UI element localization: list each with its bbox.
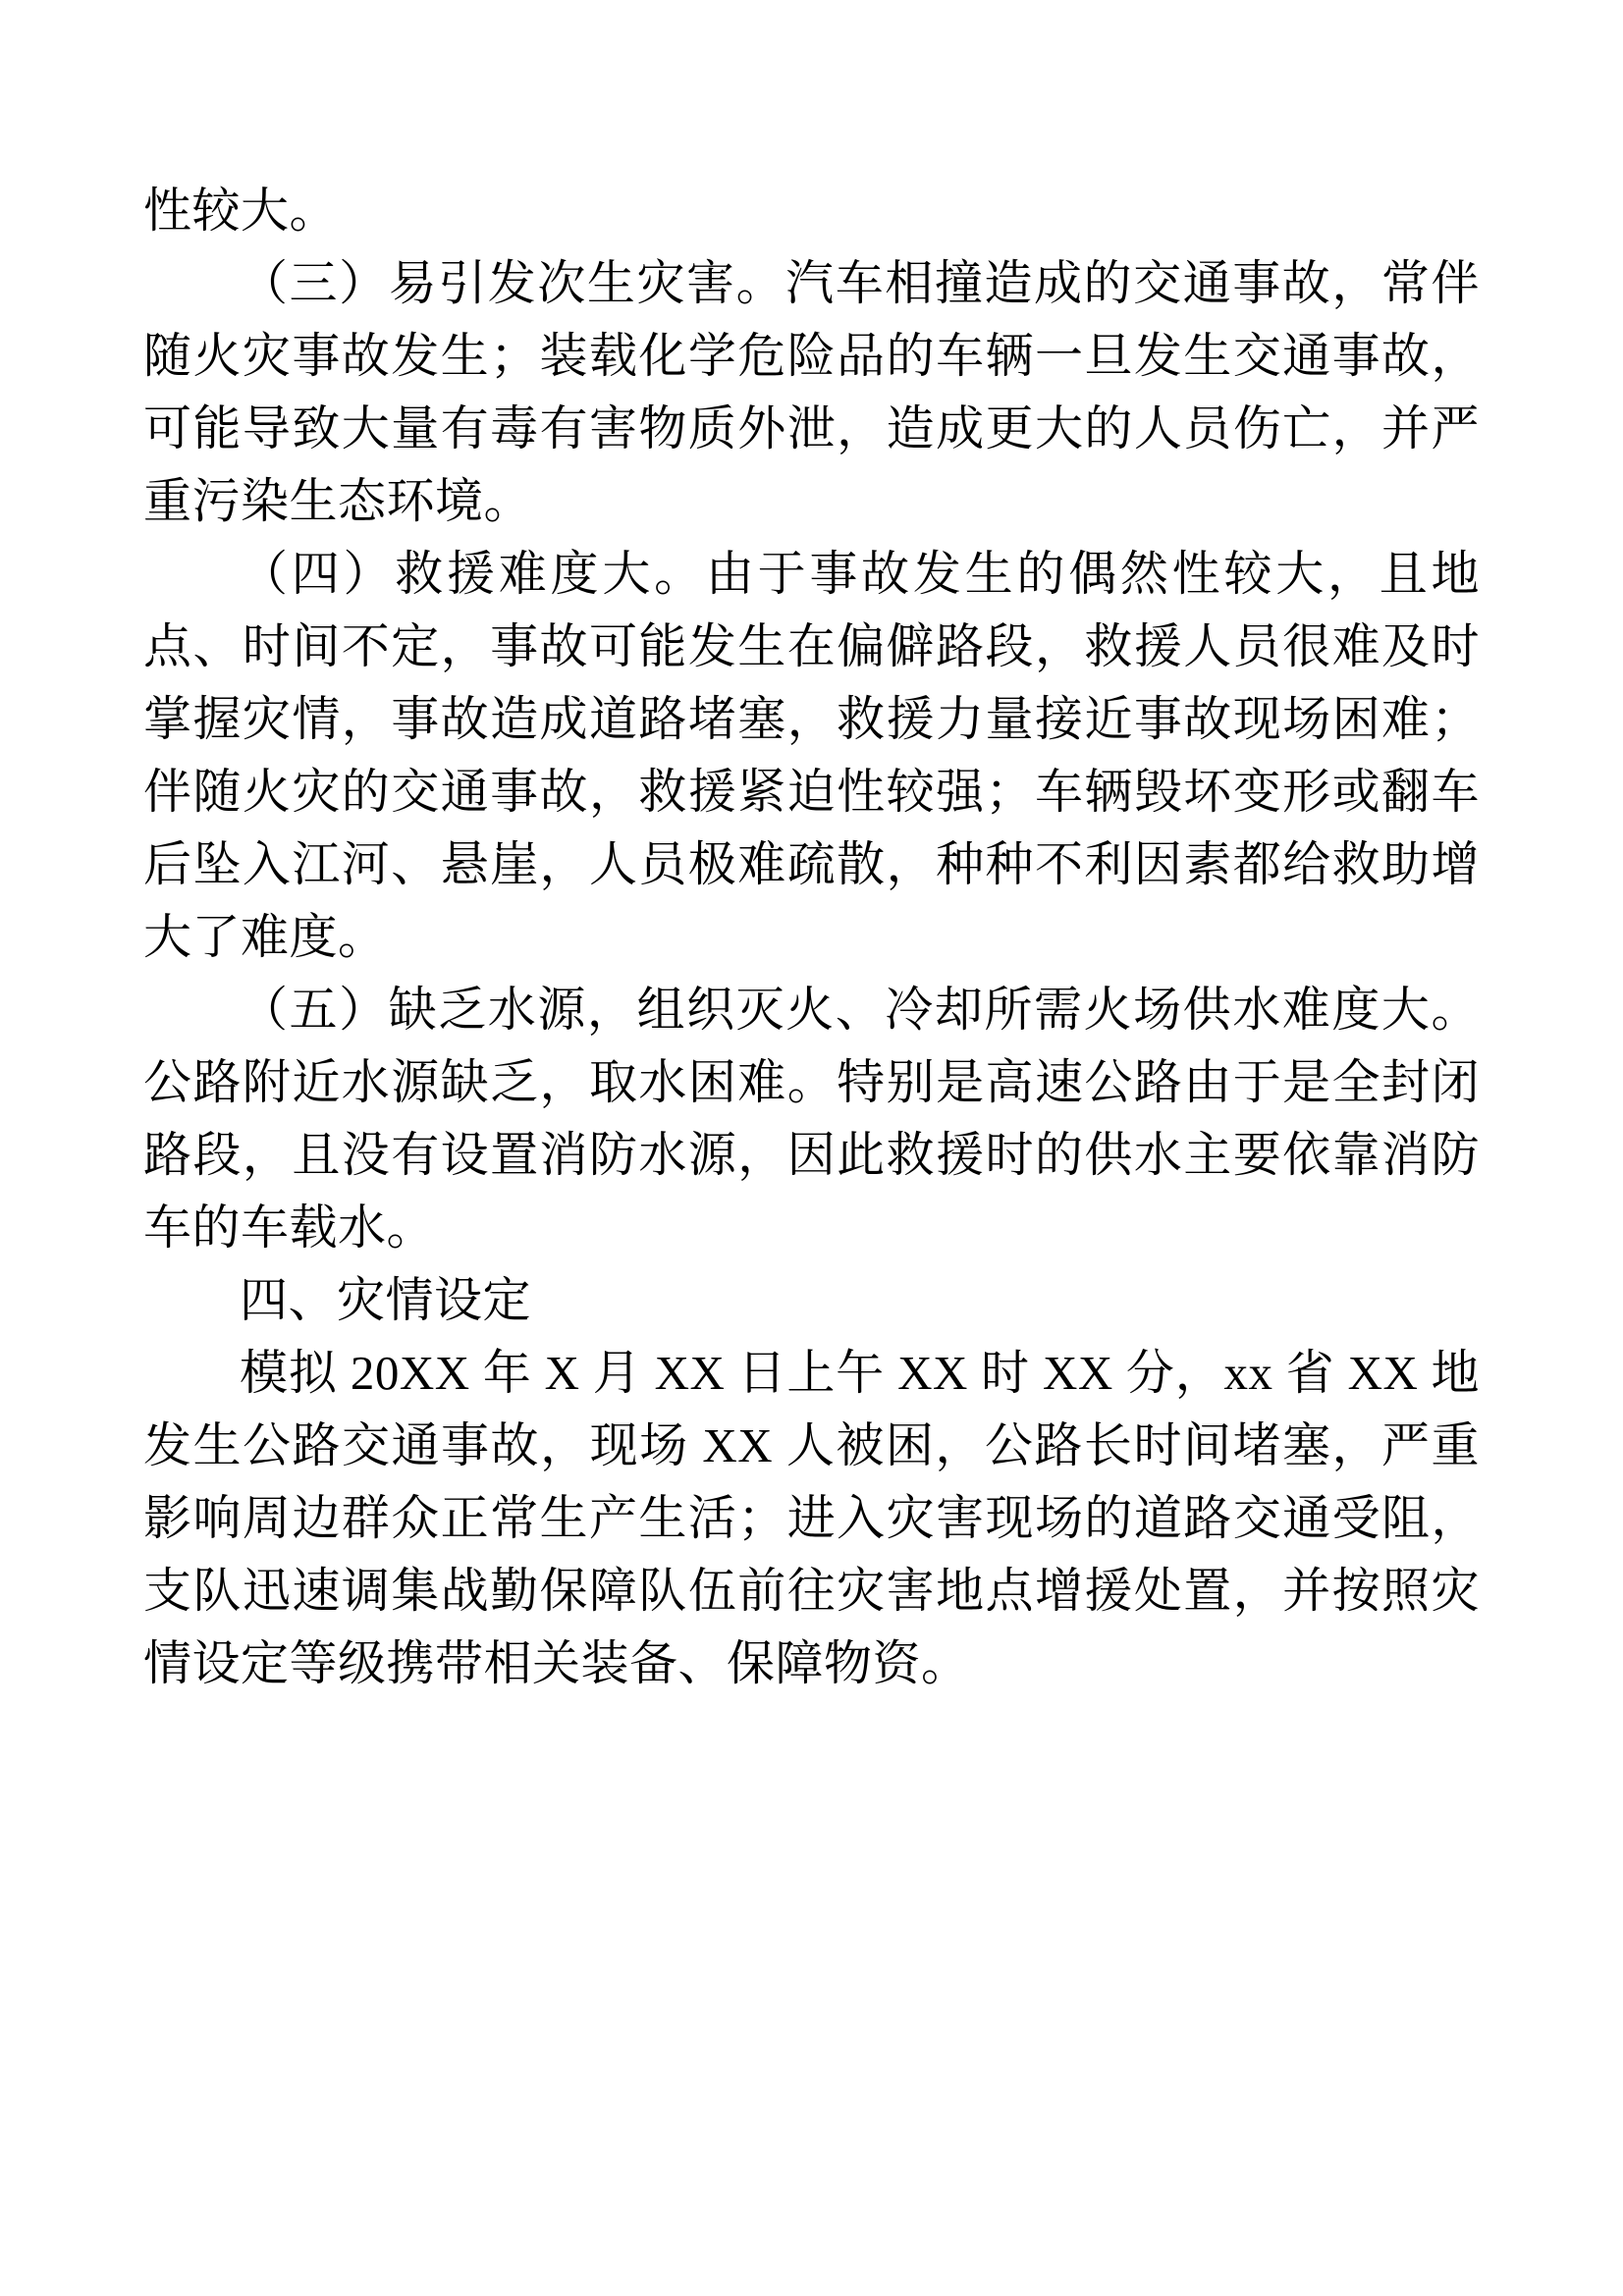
paragraph-continuation: 性较大。 — [143, 184, 339, 238]
paragraph-item-four: （四）救援难度大。由于事故发生的偶然性较大，且地点、时间不定，事故可能发生在偏僻路段，救援人员很难及时掌握灾情，事故造成道路堵塞，救援力量接近事故现场困难；伴随火灾的交通事故，救援紧迫性较强；车辆毁坏变形或翻车后坠入江河、悬崖，人员极难疏散，种种不利因素都给救助增大了难度。 — [143, 547, 1480, 964]
document-body — [143, 175, 1480, 1700]
paragraph-scenario-simulation: 模拟 20XX 年 X 月 XX 日上午 XX 时 XX 分，xx 省 XX 地发生公路交通事故，现场 XX 人被困，公路长时间堵塞，严重影响周边群众正常生产生活；进入灾害现场的道路交通受阻，支队迅速调集战勤保障队伍前往灾害地点增援处置，并按照灾情设定等级携带相关装备、保障物资。 — [143, 1346, 1480, 1690]
paragraph-item-three: （三）易引发次生灾害。汽车相撞造成的交通事故，常伴随火灾事故发生；装载化学危险品的车辆一旦发生交通事故，可能导致大量有毒有害物质外泄，造成更大的人员伤亡，并严重污染生态环境。 — [143, 256, 1480, 528]
section-heading-disaster-setting: 四、灾情设定 — [240, 1273, 532, 1327]
paragraph-item-five: （五）缺乏水源，组织灭火、冷却所需火场供水难度大。公路附近水源缺乏，取水困难。特别是高速公路由于是全封闭路段，且没有设置消防水源，因此救援时的供水主要依靠消防车的车载水。 — [143, 983, 1480, 1255]
